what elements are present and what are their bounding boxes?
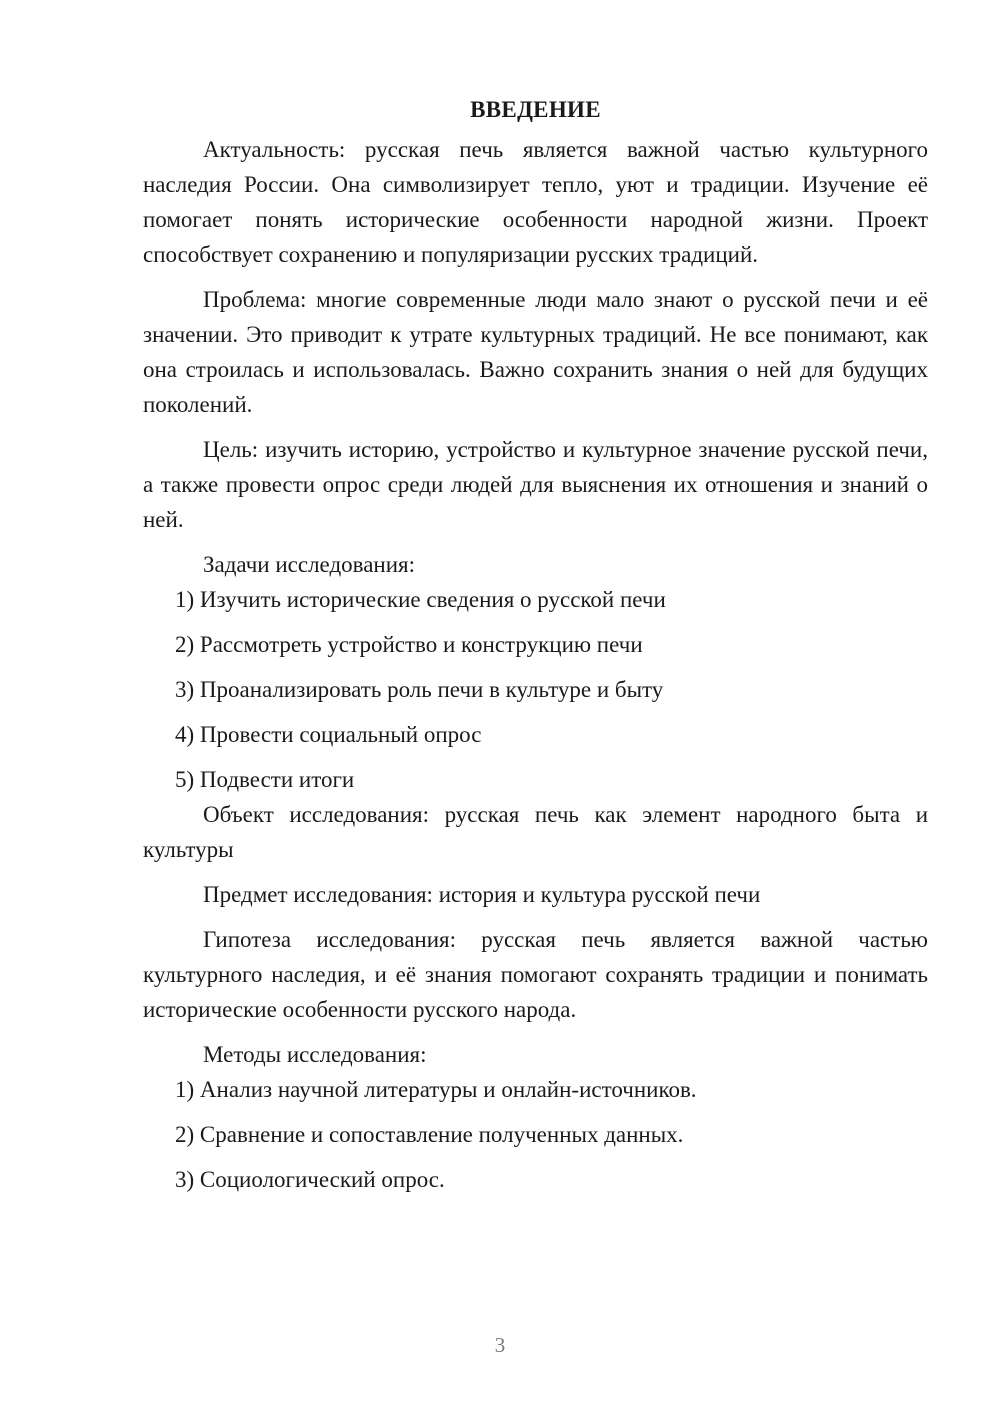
list-item: 1) Изучить исторические сведения о русской печи [175, 587, 666, 612]
paragraph-subject: Предмет исследования: история и культура русской печи [203, 882, 761, 907]
paragraph-object: Объект исследования: русская печь как элемент народного быта и культуры [143, 802, 928, 862]
paragraph-hypothesis: Гипотеза исследования: русская печь является важной частью культурного наследия, и её знания помогают сохранять традиции и понимать исторические особенности русского народа. [143, 927, 928, 1022]
paragraph-goal: Цель: изучить историю, устройство и культурное значение русской печи, а также провести опрос среди людей для выяснения их отношения и знаний о ней. [143, 437, 928, 532]
methods-heading: Методы исследования: [203, 1042, 427, 1067]
list-item: 5) Подвести итоги [175, 767, 355, 792]
methods-list [143, 1072, 928, 1197]
list-item: 4) Провести социальный опрос [175, 722, 482, 747]
list-item: 2) Сравнение и сопоставление полученных данных. [175, 1122, 684, 1147]
page-content [143, 92, 928, 1197]
list-item: 1) Анализ научной литературы и онлайн-источников. [175, 1077, 697, 1102]
paragraph-problem: Проблема: многие современные люди мало знают о русской печи и её значении. Это приводит к утрате культурных традиций. Не все понимают, как она строилась и использовалась. Важно сохранить знания о ней для будущих поколений. [143, 287, 928, 417]
list-item: 3) Проанализировать роль печи в культуре и быту [175, 677, 664, 702]
list-item: 3) Социологический опрос. [175, 1167, 445, 1192]
list-item: 2) Рассмотреть устройство и конструкцию печи [175, 632, 643, 657]
paragraph-relevance: Актуальность: русская печь является важной частью культурного наследия России. Она символизирует тепло, уют и традиции. Изучение её помогает понять исторические особенности народной жизни. Проект способствует сохранению и популяризации русских традиций. [143, 137, 928, 267]
tasks-heading: Задачи исследования: [203, 552, 416, 577]
tasks-list [143, 582, 928, 797]
page-title: ВВЕДЕНИЕ [470, 97, 601, 122]
page-number: 3 [494, 1333, 506, 1357]
